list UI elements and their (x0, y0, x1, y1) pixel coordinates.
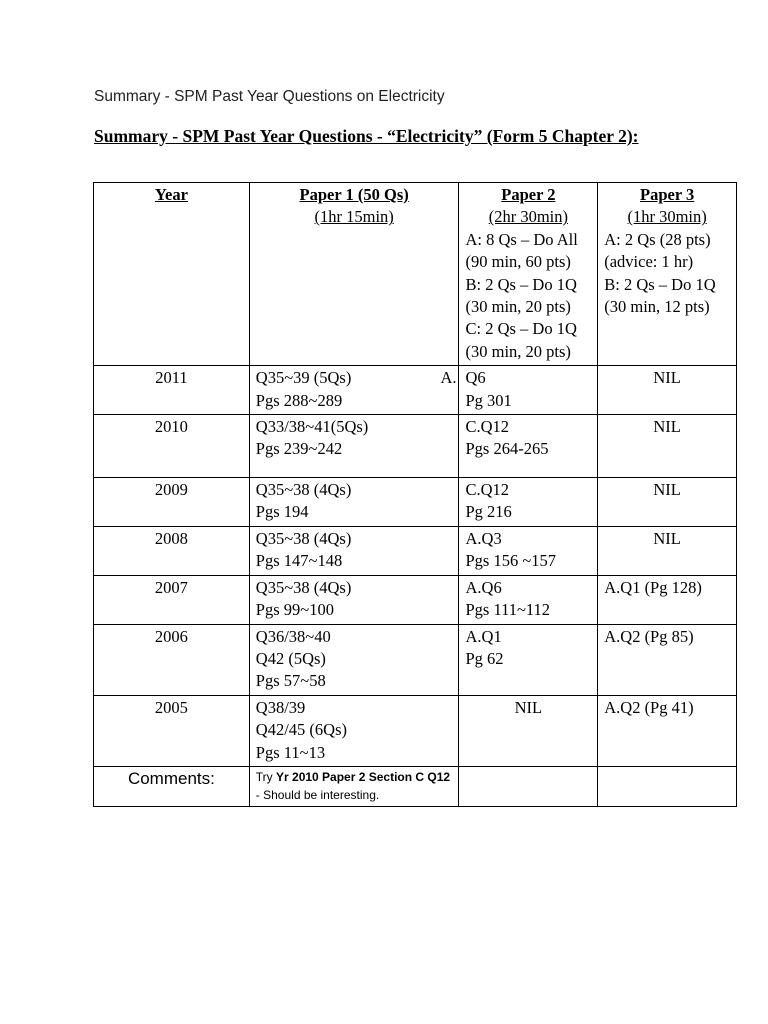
paper2-detail: A: 8 Qs – Do All (465, 229, 578, 249)
p2-line: Pg 62 (465, 648, 504, 668)
paper3-cell: NIL (598, 526, 737, 575)
table-row (94, 478, 737, 527)
paper3-cell: A.Q2 (Pg 85) (598, 624, 737, 695)
paper2-cell (459, 575, 598, 624)
year-cell: 2008 (94, 526, 250, 575)
paper2-cell (459, 415, 598, 478)
paper2-detail: B: 2 Qs – Do 1Q (465, 274, 577, 294)
p2-line: Q6 (465, 368, 486, 388)
p1-line: Pgs 239~242 (255, 439, 343, 459)
p1-line: Pgs 288~289 (255, 390, 343, 410)
paper2-detail: (30 min, 20 pts) (465, 297, 571, 317)
paper3-detail: (advice: 1 hr) (604, 252, 694, 272)
p2-line: Pgs 156 ~157 (465, 551, 557, 571)
p1-line: Q33/38~41(5Qs) (255, 417, 369, 437)
paper2-detail: (30 min, 20 pts) (465, 341, 571, 361)
p2-line: Pg 216 (465, 502, 512, 522)
paper1-cell (249, 575, 459, 624)
year-header: Year (154, 185, 188, 204)
paper3-detail: (30 min, 12 pts) (604, 297, 710, 317)
p2-line: Pg 301 (465, 390, 512, 410)
paper2-cell (459, 366, 598, 415)
comments-row (94, 766, 737, 806)
p1-line: Q36/38~40 (255, 626, 331, 646)
p2-line: C.Q12 (465, 417, 510, 437)
comments-paper3-cell (598, 766, 737, 806)
comment-bold: Yr 2010 Paper 2 Section C Q12 (276, 769, 451, 784)
paper2-cell (459, 526, 598, 575)
page-header: Summary - SPM Past Year Questions on Electricity (94, 88, 445, 105)
p1-line: Pgs 194 (255, 502, 309, 522)
paper3-duration: (1hr 30min) (627, 207, 707, 227)
paper3-cell: NIL (598, 415, 737, 478)
p1-line: Q35~38 (4Qs) (255, 577, 352, 597)
p1-line: Q35~39 (5Qs) (255, 368, 352, 388)
year-cell: 2011 (94, 366, 250, 415)
p2-line: A.Q1 (465, 626, 502, 646)
header-row (94, 183, 737, 366)
p1-line: Pgs 11~13 (255, 742, 326, 762)
table-row (94, 624, 737, 695)
table-row (94, 575, 737, 624)
comments-paper2-cell (459, 766, 598, 806)
comment-suffix: - Should be interesting. (255, 787, 380, 802)
comments-label: Comments: (94, 766, 250, 806)
year-cell: 2005 (94, 695, 250, 766)
comments-cell (249, 766, 459, 806)
paper2-detail: (90 min, 60 pts) (465, 252, 571, 272)
p2-line: C.Q12 (465, 480, 510, 500)
paper3-detail: B: 2 Qs – Do 1Q (604, 274, 716, 294)
paper2-cell: NIL (459, 695, 598, 766)
paper2-header-cell (459, 183, 598, 366)
p2-line: A.Q3 (465, 528, 502, 548)
paper1-cell (249, 526, 459, 575)
comment-prefix: Try (255, 769, 277, 784)
p2-line: Pgs 111~112 (465, 600, 551, 620)
paper2-cell (459, 478, 598, 527)
p1-line: Pgs 147~148 (255, 551, 343, 571)
p1-line: Q35~38 (4Qs) (255, 528, 352, 548)
section-mark: A. (440, 368, 457, 388)
paper3-cell: NIL (598, 366, 737, 415)
paper1-cell (249, 415, 459, 478)
paper3-cell: NIL (598, 478, 737, 527)
paper2-detail: C: 2 Qs – Do 1Q (465, 319, 577, 339)
p1-line: Q42 (5Qs) (255, 648, 326, 668)
paper1-title: Paper 1 (50 Qs) (299, 185, 409, 204)
paper1-cell (249, 695, 459, 766)
paper1-cell (249, 478, 459, 527)
paper3-cell: A.Q1 (Pg 128) (598, 575, 737, 624)
year-cell: 2009 (94, 478, 250, 527)
paper2-duration: (2hr 30min) (488, 207, 568, 227)
p1-line: Q38/39 (255, 697, 306, 717)
paper3-title: Paper 3 (640, 185, 695, 204)
paper3-detail: A: 2 Qs (28 pts) (604, 229, 711, 249)
paper3-header-cell (598, 183, 737, 366)
year-header-cell (94, 183, 250, 366)
document-title: Summary - SPM Past Year Questions - “Electricity” (Form 5 Chapter 2): (94, 126, 639, 146)
year-cell: 2010 (94, 415, 250, 478)
table-row (94, 526, 737, 575)
table-row (94, 695, 737, 766)
table-row (94, 366, 737, 415)
year-cell: 2007 (94, 575, 250, 624)
paper2-title: Paper 2 (501, 185, 556, 204)
p1-line: Pgs 99~100 (255, 600, 334, 620)
paper1-cell (249, 366, 459, 415)
year-cell: 2006 (94, 624, 250, 695)
p2-line: A.Q6 (465, 577, 502, 597)
p1-line: Q42/45 (6Qs) (255, 720, 347, 740)
paper2-cell (459, 624, 598, 695)
paper1-duration: (1hr 15min) (314, 207, 394, 227)
p2-line: Pgs 264-265 (465, 439, 549, 459)
p1-line: Q35~38 (4Qs) (255, 480, 352, 500)
paper3-cell: A.Q2 (Pg 41) (598, 695, 737, 766)
paper1-header-cell (249, 183, 459, 366)
summary-table (93, 182, 737, 807)
p1-line: Pgs 57~58 (255, 671, 326, 691)
paper1-cell (249, 624, 459, 695)
table-row (94, 415, 737, 478)
